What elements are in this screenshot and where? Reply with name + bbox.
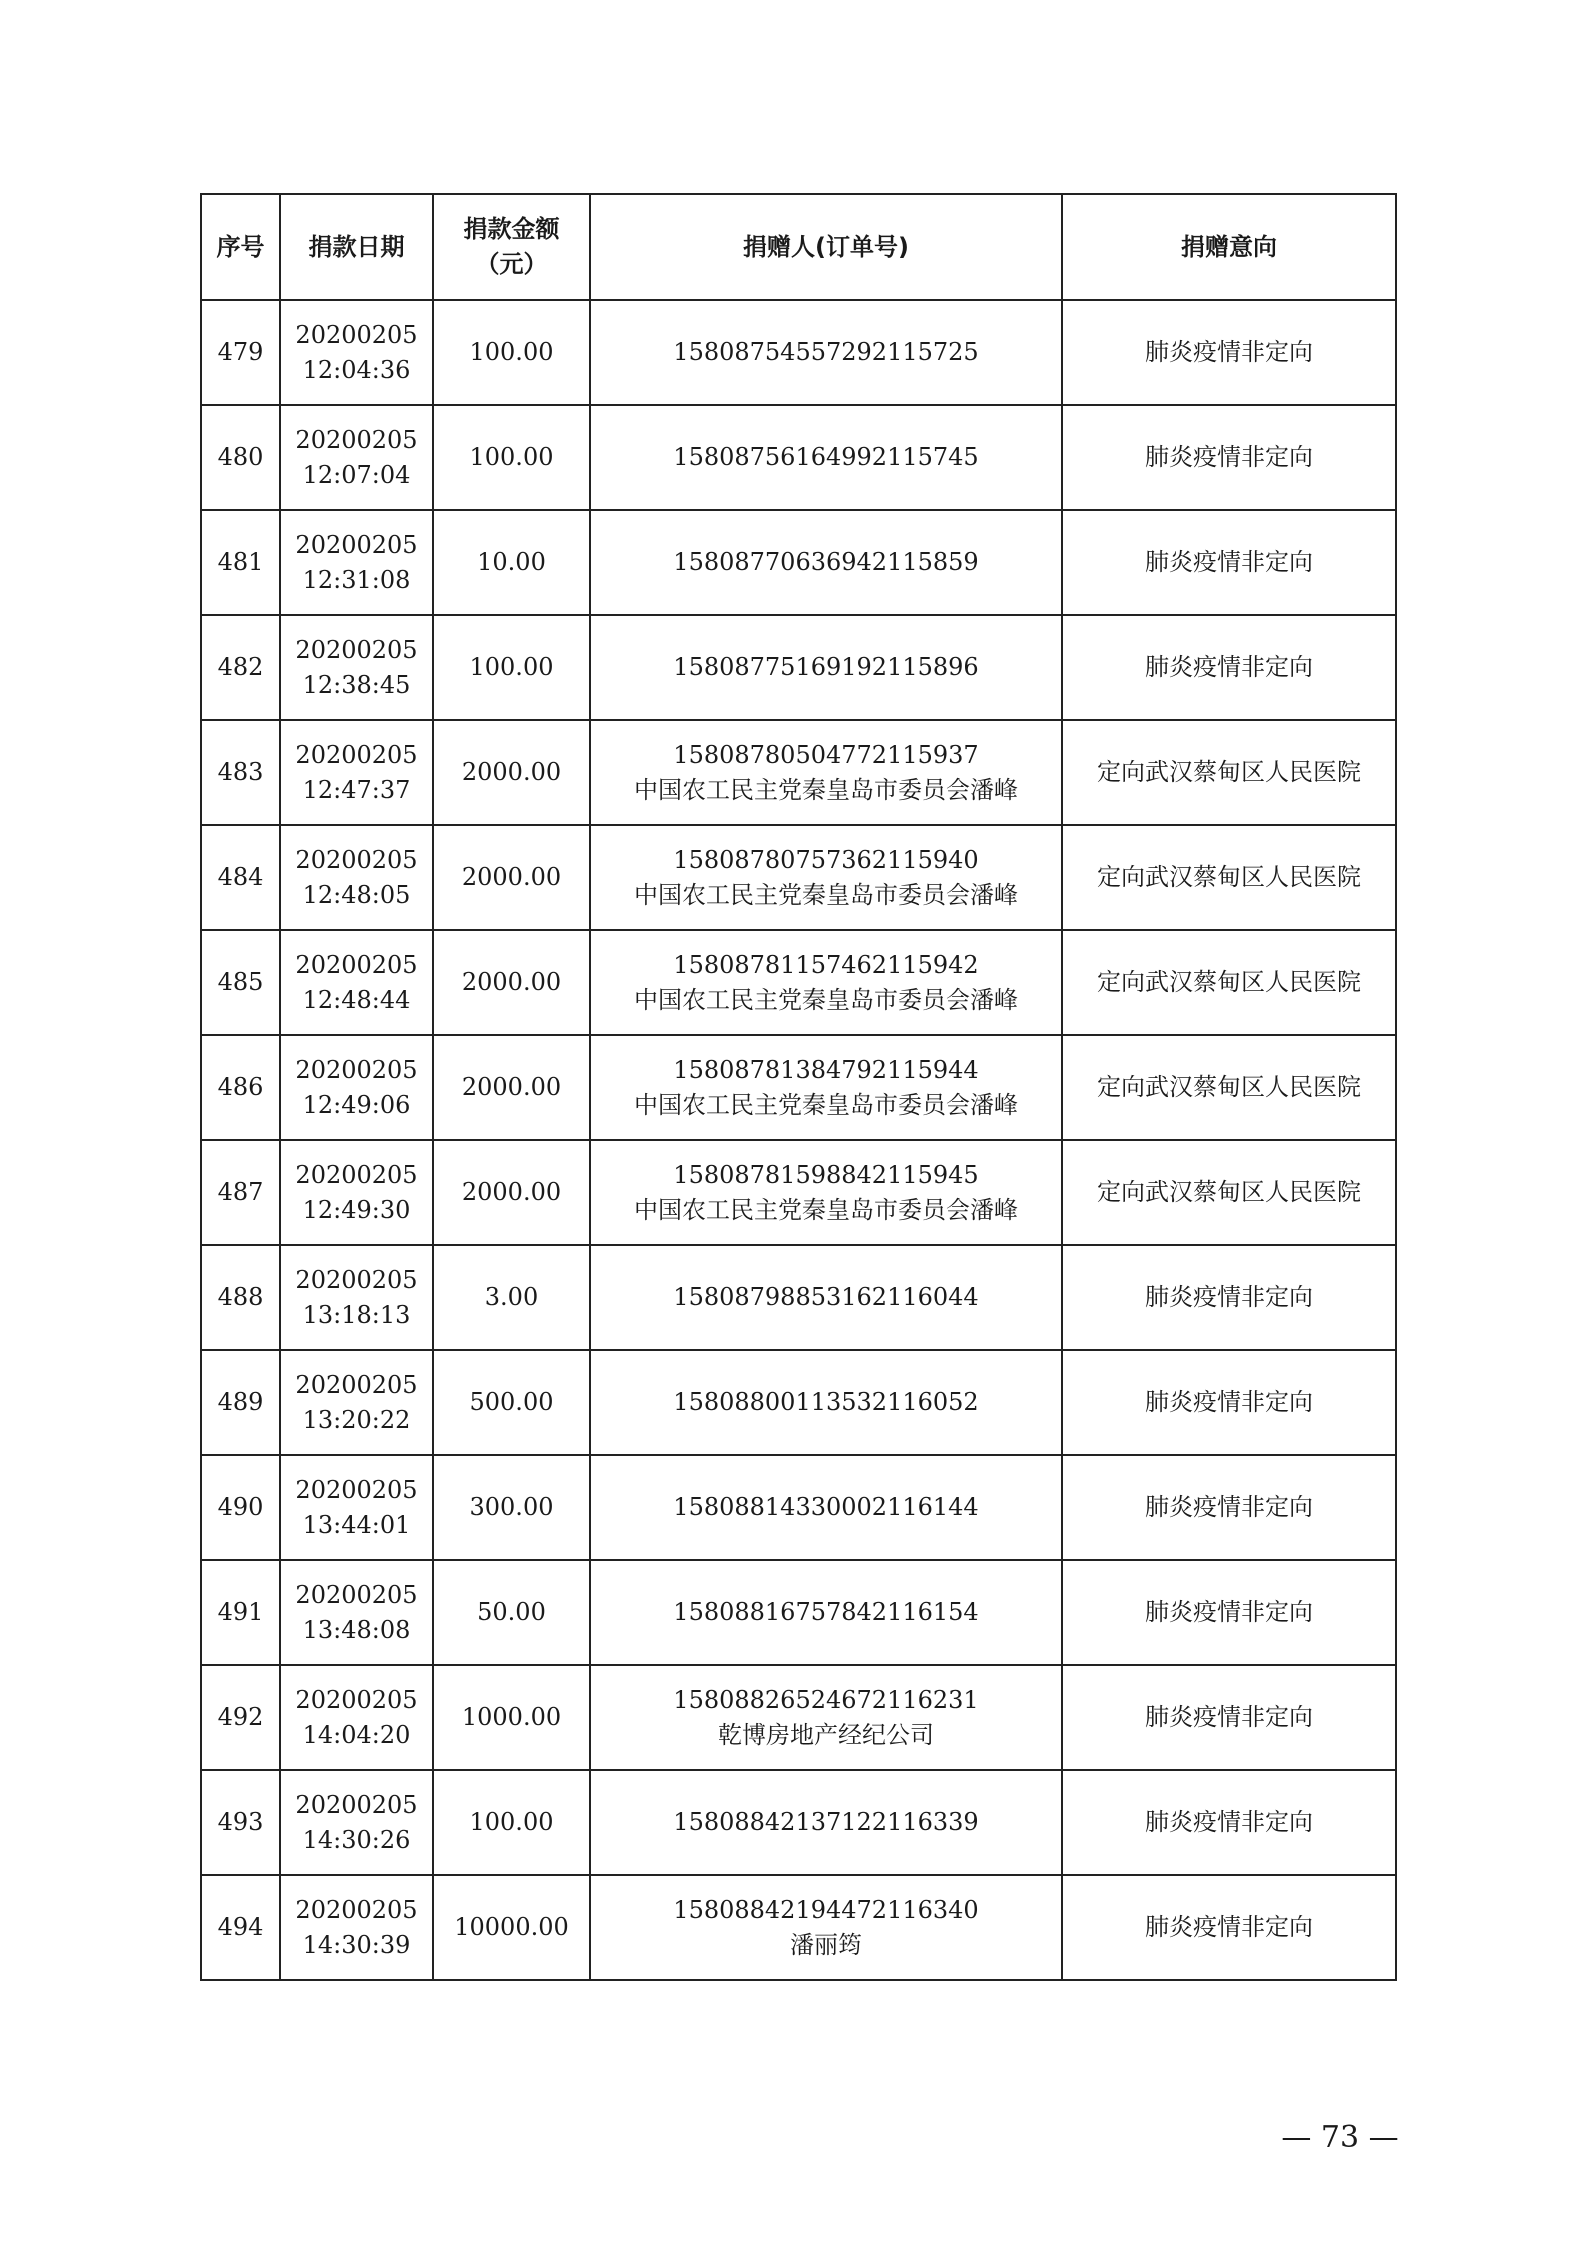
cell-date xyxy=(280,1245,433,1350)
cell-seq: 482 xyxy=(201,615,280,720)
table-row xyxy=(201,1350,1396,1455)
cell-date-time: 14:30:39 xyxy=(302,1930,411,1959)
cell-donor-order: 15808780504772115937 xyxy=(673,740,979,769)
cell-donor xyxy=(590,615,1062,720)
cell-intent: 定向武汉蔡甸区人民医院 xyxy=(1062,930,1396,1035)
cell-date-day: 20200205 xyxy=(295,1790,418,1819)
cell-intent: 定向武汉蔡甸区人民医院 xyxy=(1062,1035,1396,1140)
cell-intent: 肺炎疫情非定向 xyxy=(1062,1455,1396,1560)
cell-date xyxy=(280,510,433,615)
cell-date xyxy=(280,1770,433,1875)
cell-seq: 489 xyxy=(201,1350,280,1455)
cell-intent: 肺炎疫情非定向 xyxy=(1062,1665,1396,1770)
header-row xyxy=(201,194,1396,300)
cell-date-time: 12:31:08 xyxy=(302,565,411,594)
cell-date-time: 12:49:30 xyxy=(302,1195,411,1224)
table-row xyxy=(201,1140,1396,1245)
cell-seq: 494 xyxy=(201,1875,280,1980)
cell-amount: 1000.00 xyxy=(433,1665,590,1770)
table-row xyxy=(201,1665,1396,1770)
cell-date-time: 12:47:37 xyxy=(302,775,411,804)
cell-donor-order: 15808800113532116052 xyxy=(673,1388,979,1417)
cell-date-day: 20200205 xyxy=(295,1475,418,1504)
cell-intent: 肺炎疫情非定向 xyxy=(1062,615,1396,720)
cell-date xyxy=(280,930,433,1035)
cell-seq: 486 xyxy=(201,1035,280,1140)
page-number: — 73 — xyxy=(1281,2120,1399,2155)
cell-donor xyxy=(590,300,1062,405)
cell-seq: 492 xyxy=(201,1665,280,1770)
cell-amount: 500.00 xyxy=(433,1350,590,1455)
cell-donor xyxy=(590,1455,1062,1560)
cell-donor-order: 15808781384792115944 xyxy=(673,1055,979,1084)
table-row xyxy=(201,300,1396,405)
cell-donor xyxy=(590,510,1062,615)
cell-amount: 10.00 xyxy=(433,510,590,615)
cell-date-time: 12:48:44 xyxy=(302,985,411,1014)
cell-intent: 定向武汉蔡甸区人民医院 xyxy=(1062,825,1396,930)
cell-donor-order: 15808770636942115859 xyxy=(673,548,979,577)
cell-date-time: 12:48:05 xyxy=(302,880,411,909)
cell-intent: 肺炎疫情非定向 xyxy=(1062,1875,1396,1980)
table-row xyxy=(201,1245,1396,1350)
cell-donor xyxy=(590,1035,1062,1140)
cell-intent: 肺炎疫情非定向 xyxy=(1062,1350,1396,1455)
cell-donor-order: 15808781157462115942 xyxy=(673,950,979,979)
cell-seq: 490 xyxy=(201,1455,280,1560)
cell-date xyxy=(280,1140,433,1245)
cell-date-time: 13:48:08 xyxy=(302,1615,411,1644)
cell-amount: 100.00 xyxy=(433,615,590,720)
cell-donor-order: 15808780757362115940 xyxy=(673,845,979,874)
cell-donor-order: 15808798853162116044 xyxy=(673,1283,979,1312)
cell-date-day: 20200205 xyxy=(295,530,418,559)
cell-donor xyxy=(590,1770,1062,1875)
cell-donor-order: 15808754557292115725 xyxy=(673,338,979,367)
table-row xyxy=(201,720,1396,825)
cell-date-time: 12:07:04 xyxy=(302,460,411,489)
cell-intent: 肺炎疫情非定向 xyxy=(1062,1560,1396,1665)
table-row xyxy=(201,1770,1396,1875)
cell-donor-order: 15808826524672116231 xyxy=(673,1685,979,1714)
table-header xyxy=(201,194,1396,300)
table-row xyxy=(201,615,1396,720)
cell-seq: 481 xyxy=(201,510,280,615)
cell-date xyxy=(280,1665,433,1770)
cell-amount: 3.00 xyxy=(433,1245,590,1350)
cell-donor-name: 潘丽筠 xyxy=(790,1930,862,1959)
cell-donor-name: 中国农工民主党秦皇岛市委员会潘峰 xyxy=(634,1090,1018,1119)
cell-date xyxy=(280,825,433,930)
cell-date xyxy=(280,615,433,720)
cell-donor xyxy=(590,1665,1062,1770)
cell-donor xyxy=(590,1560,1062,1665)
cell-date xyxy=(280,1455,433,1560)
table-row xyxy=(201,1560,1396,1665)
cell-date-day: 20200205 xyxy=(295,1685,418,1714)
cell-donor-name: 中国农工民主党秦皇岛市委员会潘峰 xyxy=(634,985,1018,1014)
table-body xyxy=(201,300,1396,1980)
cell-date-time: 13:44:01 xyxy=(302,1510,411,1539)
donation-table xyxy=(200,193,1397,1981)
cell-donor xyxy=(590,825,1062,930)
cell-seq: 491 xyxy=(201,1560,280,1665)
cell-amount: 2000.00 xyxy=(433,720,590,825)
cell-donor-order: 15808842137122116339 xyxy=(673,1808,979,1837)
cell-date xyxy=(280,1035,433,1140)
header-amount-line1: 捐款金额 xyxy=(463,215,560,244)
cell-date-day: 20200205 xyxy=(295,740,418,769)
cell-date-time: 14:04:20 xyxy=(302,1720,411,1749)
cell-intent: 定向武汉蔡甸区人民医院 xyxy=(1062,1140,1396,1245)
header-seq: 序号 xyxy=(201,194,280,300)
cell-donor-order: 15808775169192115896 xyxy=(673,653,979,682)
cell-intent: 肺炎疫情非定向 xyxy=(1062,1770,1396,1875)
cell-date xyxy=(280,720,433,825)
cell-seq: 487 xyxy=(201,1140,280,1245)
cell-seq: 480 xyxy=(201,405,280,510)
cell-donor xyxy=(590,1245,1062,1350)
cell-date xyxy=(280,405,433,510)
cell-donor-order: 15808842194472116340 xyxy=(673,1895,979,1924)
cell-donor-name: 中国农工民主党秦皇岛市委员会潘峰 xyxy=(634,880,1018,909)
cell-date-day: 20200205 xyxy=(295,1055,418,1084)
header-intent: 捐赠意向 xyxy=(1062,194,1396,300)
cell-seq: 493 xyxy=(201,1770,280,1875)
header-donor: 捐赠人(订单号) xyxy=(590,194,1062,300)
cell-date-day: 20200205 xyxy=(295,1895,418,1924)
cell-seq: 483 xyxy=(201,720,280,825)
cell-donor-name: 中国农工民主党秦皇岛市委员会潘峰 xyxy=(634,1195,1018,1224)
cell-donor-order: 15808781598842115945 xyxy=(673,1160,979,1189)
table-row xyxy=(201,1455,1396,1560)
header-amount xyxy=(433,194,590,300)
table-row xyxy=(201,1875,1396,1980)
table-row xyxy=(201,825,1396,930)
cell-intent: 肺炎疫情非定向 xyxy=(1062,405,1396,510)
cell-donor xyxy=(590,405,1062,510)
cell-date xyxy=(280,1875,433,1980)
cell-intent: 肺炎疫情非定向 xyxy=(1062,300,1396,405)
table-row xyxy=(201,1035,1396,1140)
cell-donor xyxy=(590,1140,1062,1245)
cell-date-day: 20200205 xyxy=(295,1580,418,1609)
cell-amount: 50.00 xyxy=(433,1560,590,1665)
cell-amount: 2000.00 xyxy=(433,1140,590,1245)
cell-amount: 10000.00 xyxy=(433,1875,590,1980)
cell-date-time: 12:04:36 xyxy=(302,355,411,384)
cell-donor-order: 15808814330002116144 xyxy=(673,1493,979,1522)
cell-intent: 肺炎疫情非定向 xyxy=(1062,510,1396,615)
cell-date-time: 14:30:26 xyxy=(302,1825,411,1854)
cell-date-day: 20200205 xyxy=(295,425,418,454)
cell-donor-order: 15808756164992115745 xyxy=(673,443,979,472)
cell-seq: 479 xyxy=(201,300,280,405)
cell-seq: 488 xyxy=(201,1245,280,1350)
cell-intent: 定向武汉蔡甸区人民医院 xyxy=(1062,720,1396,825)
cell-date-day: 20200205 xyxy=(295,1370,418,1399)
cell-amount: 2000.00 xyxy=(433,825,590,930)
cell-date xyxy=(280,1350,433,1455)
table-row xyxy=(201,405,1396,510)
cell-amount: 100.00 xyxy=(433,300,590,405)
cell-intent: 肺炎疫情非定向 xyxy=(1062,1245,1396,1350)
cell-seq: 485 xyxy=(201,930,280,1035)
cell-donor-order: 15808816757842116154 xyxy=(673,1598,979,1627)
cell-donor-name: 中国农工民主党秦皇岛市委员会潘峰 xyxy=(634,775,1018,804)
table-row xyxy=(201,930,1396,1035)
header-date: 捐款日期 xyxy=(280,194,433,300)
cell-seq: 484 xyxy=(201,825,280,930)
cell-amount: 100.00 xyxy=(433,1770,590,1875)
cell-amount: 300.00 xyxy=(433,1455,590,1560)
cell-date-time: 13:18:13 xyxy=(302,1300,411,1329)
cell-date-day: 20200205 xyxy=(295,950,418,979)
cell-date-day: 20200205 xyxy=(295,635,418,664)
cell-donor xyxy=(590,1875,1062,1980)
cell-date-time: 12:49:06 xyxy=(302,1090,411,1119)
cell-donor xyxy=(590,1350,1062,1455)
cell-date-day: 20200205 xyxy=(295,845,418,874)
cell-date-day: 20200205 xyxy=(295,320,418,349)
cell-donor-name: 乾博房地产经纪公司 xyxy=(718,1720,934,1749)
cell-amount: 100.00 xyxy=(433,405,590,510)
cell-date xyxy=(280,300,433,405)
cell-date-time: 12:38:45 xyxy=(302,670,411,699)
cell-donor xyxy=(590,930,1062,1035)
cell-date-day: 20200205 xyxy=(295,1265,418,1294)
cell-date-day: 20200205 xyxy=(295,1160,418,1189)
header-amount-line2: （元） xyxy=(475,250,548,278)
cell-date xyxy=(280,1560,433,1665)
cell-donor xyxy=(590,720,1062,825)
cell-amount: 2000.00 xyxy=(433,930,590,1035)
cell-date-time: 13:20:22 xyxy=(302,1405,411,1434)
table-row xyxy=(201,510,1396,615)
cell-amount: 2000.00 xyxy=(433,1035,590,1140)
